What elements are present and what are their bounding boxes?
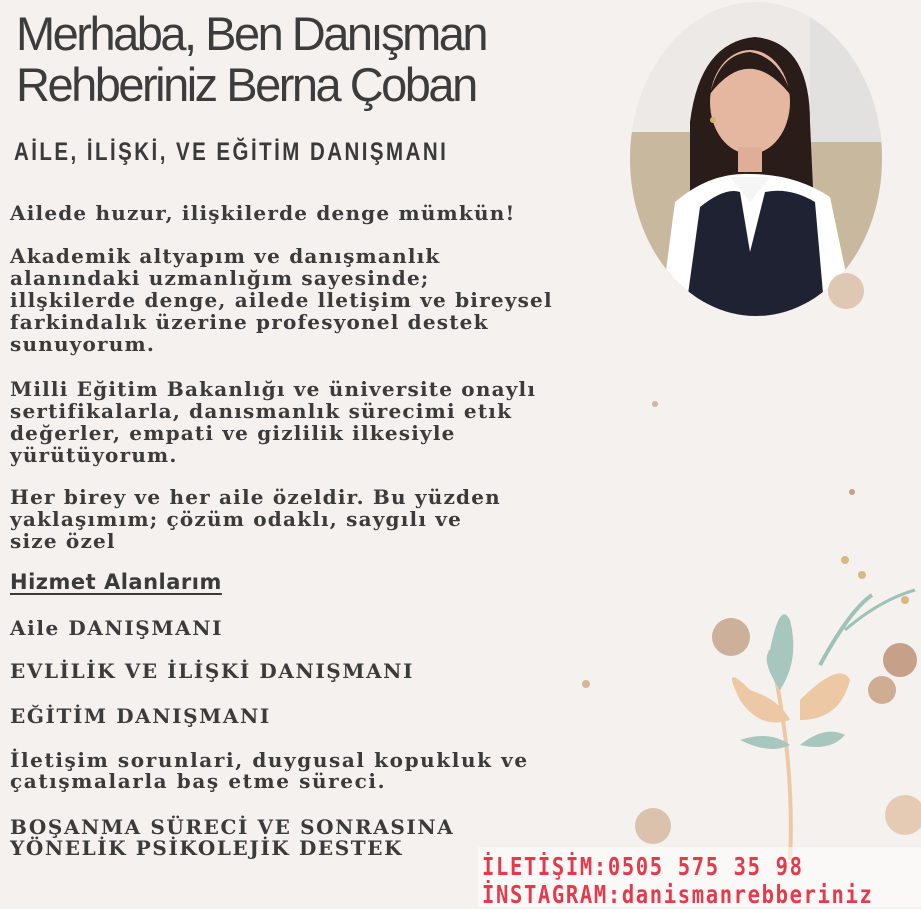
service-item-marriage — [10, 661, 414, 682]
text-line: Her birey ve her aile özeldir. Bu yüzden — [10, 485, 501, 509]
text-line: değerler, empati ve gizlilik ilkesiyle — [10, 421, 456, 445]
service-line: İletişim sorunlari, duygusal kopukluk ve — [10, 748, 529, 772]
service-item-divorce — [10, 817, 454, 859]
service-line: YÖNELİK PSİKOLEJİK DESTEK — [10, 836, 404, 860]
service-item-education — [10, 706, 271, 727]
services-title: Hizmet Alanlarım — [10, 570, 222, 594]
intro-paragraph-3 — [10, 486, 501, 552]
subtitle: AİLE, İLİŞKİ, VE EĞİTİM DANIŞMANI — [14, 138, 449, 166]
text-line: Milli Eğitim Bakanlığı ve üniversite onaylı — [10, 377, 537, 401]
page-title — [16, 8, 486, 110]
service-item-family — [10, 618, 223, 639]
service-item-communication — [10, 750, 529, 792]
text-line: yürütüyorum. — [10, 443, 178, 467]
portrait-illustration — [630, 2, 882, 316]
tagline: Ailede huzur, ilişkilerde denge mümkün! — [10, 201, 516, 225]
text-line: Akademik altyapım ve danışmanlık — [10, 244, 441, 268]
service-line: EVLİLİK VE İLİŞKİ DANIŞMANI — [10, 659, 415, 683]
title-line-1: Merhaba, Ben Danışman — [16, 7, 487, 60]
text-line: size özel — [10, 529, 116, 553]
text-line: alanındaki uzmanlığım sayesinde; — [10, 266, 430, 290]
text-line: farkindalık üzerine profesyonel destek — [10, 310, 489, 334]
text-line: illşkilerde denge, ailede lletişim ve bireysel — [10, 288, 553, 312]
intro-paragraph-2 — [10, 378, 536, 466]
service-line: çatışmalarla baş etme süreci. — [10, 769, 387, 793]
service-line: BOŞANMA SÜRECİ VE SONRASINA — [10, 815, 455, 839]
text-line: sunuyorum. — [10, 332, 156, 356]
contact-instagram[interactable]: İNSTAGRAM:danismanrebberiniz — [482, 880, 874, 909]
service-line: EĞİTİM DANIŞMANI — [10, 704, 271, 728]
service-line: Aile DANIŞMANI — [10, 616, 224, 640]
title-line-2: Rehberiniz Berna Çoban — [16, 58, 476, 111]
contact-phone[interactable]: İLETİŞİM:0505 575 35 98 — [482, 852, 804, 881]
intro-paragraph-1 — [10, 245, 553, 355]
profile-photo — [630, 2, 882, 316]
text-line: sertifikalarla, danısmanlık sürecimi etık — [10, 399, 513, 423]
text-line: yaklaşımım; çözüm odaklı, saygılı ve — [10, 507, 463, 531]
